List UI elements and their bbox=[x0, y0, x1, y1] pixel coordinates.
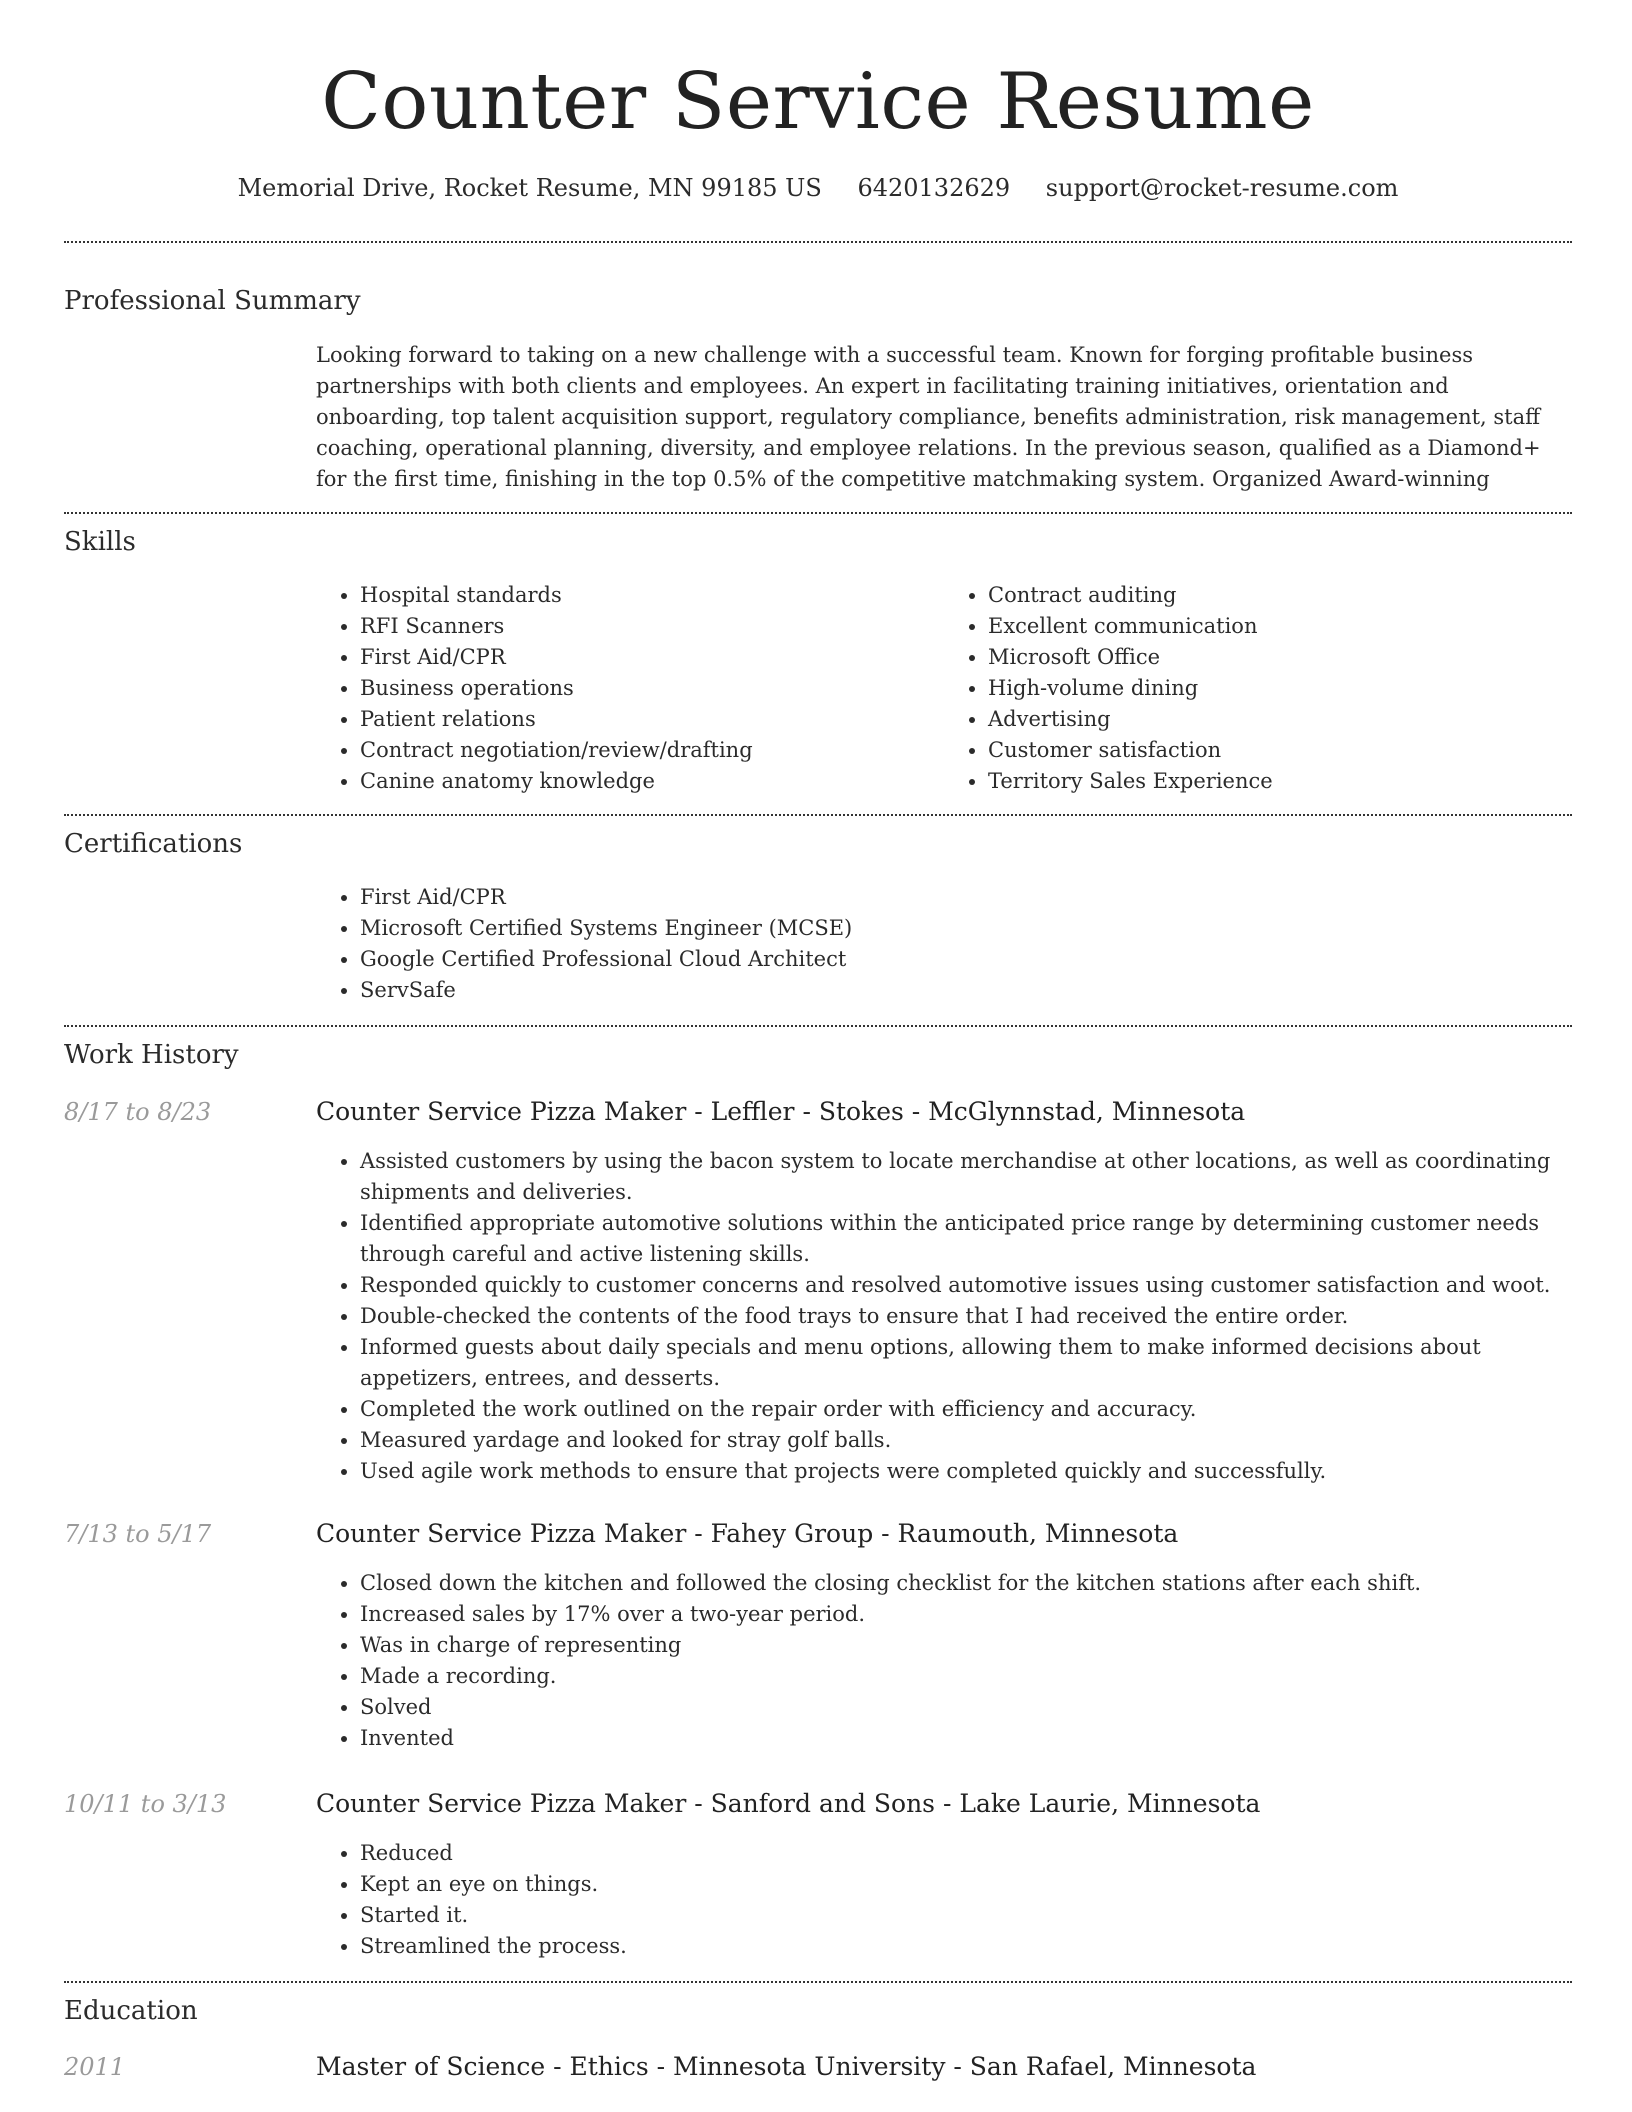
job-bullet: • Made a recording. bbox=[360, 1661, 1572, 1692]
job-bullet: • Reduced bbox=[360, 1838, 1572, 1869]
job-bullet: • Kept an eye on things. bbox=[360, 1869, 1572, 1900]
job-title: Counter Service Pizza Maker - Leffler - Stokes - McGlynnstad, Minnesota bbox=[316, 1097, 1246, 1126]
skill-item: • Patient relations bbox=[360, 704, 944, 735]
skills-list-left bbox=[316, 580, 944, 797]
job-bullets bbox=[316, 1838, 1572, 1962]
certifications-content bbox=[316, 882, 1572, 1006]
job-title: Counter Service Pizza Maker - Sanford and Sons - Lake Laurie, Minnesota bbox=[316, 1789, 1261, 1818]
education-year: 2011 bbox=[64, 2053, 126, 2081]
divider bbox=[64, 814, 1572, 816]
job-bullet: • Responded quickly to customer concerns and resolved automotive issues using customer satisfaction and woot. bbox=[360, 1270, 1572, 1301]
section-title-skills: Skills bbox=[64, 527, 136, 557]
job-dates: 10/11 to 3/13 bbox=[64, 1790, 227, 1818]
certification-item: • Google Certified Professional Cloud Architect bbox=[360, 944, 1572, 975]
skill-item: • Excellent communication bbox=[988, 611, 1572, 642]
contact-phone: 6420132629 bbox=[857, 174, 1011, 202]
job-title: Counter Service Pizza Maker - Fahey Group - Raumouth, Minnesota bbox=[316, 1519, 1179, 1548]
section-title-certifications: Certifications bbox=[64, 829, 243, 859]
skills-list-right bbox=[944, 580, 1572, 797]
summary-text: Looking forward to taking on a new challenge with a successful team. Known for forging profitable business partnerships with both clients and employees. An expert in facilitating training initiatives, orientation and onboarding, top talent acquisition support, regulatory compliance, benefits administration, risk management, staff coaching, operational planning, diversity, and employee relations. In the previous season, qualified as a Diamond+ for the first time, finishing in the top 0.5% of the competitive matchmaking system. Organized Award-winning bbox=[316, 343, 1541, 491]
skill-item: • Microsoft Office bbox=[988, 642, 1572, 673]
job-bullet: • Invented bbox=[360, 1723, 1572, 1754]
job-bullets bbox=[316, 1568, 1572, 1754]
contact-address: Memorial Drive, Rocket Resume, MN 99185 US bbox=[237, 174, 822, 202]
skill-item: • RFI Scanners bbox=[360, 611, 944, 642]
certification-item: • Microsoft Certified Systems Engineer (MCSE) bbox=[360, 913, 1572, 944]
summary-content bbox=[316, 340, 1572, 495]
job-dates: 7/13 to 5/17 bbox=[64, 1520, 212, 1548]
skill-item: • Customer satisfaction bbox=[988, 735, 1572, 766]
certifications-list bbox=[316, 882, 1572, 1006]
job-bullet: • Closed down the kitchen and followed the closing checklist for the kitchen stations after each shift. bbox=[360, 1568, 1572, 1599]
job-bullet: • Measured yardage and looked for stray golf balls. bbox=[360, 1425, 1572, 1456]
job-bullet: • Was in charge of representing bbox=[360, 1630, 1572, 1661]
job-bullet-list bbox=[316, 1838, 1572, 1962]
divider bbox=[64, 241, 1572, 243]
certification-item: • ServSafe bbox=[360, 975, 1572, 1006]
divider bbox=[64, 1981, 1572, 1983]
divider bbox=[64, 1025, 1572, 1027]
job-bullet: • Streamlined the process. bbox=[360, 1931, 1572, 1962]
skill-item: • Hospital standards bbox=[360, 580, 944, 611]
job-bullet: • Identified appropriate automotive solutions within the anticipated price range by determining customer needs through careful and active listening skills. bbox=[360, 1208, 1572, 1270]
job-bullets bbox=[316, 1146, 1572, 1487]
skill-item: • Territory Sales Experience bbox=[988, 766, 1572, 797]
resume-title: Counter Service Resume bbox=[321, 57, 1315, 147]
section-title-summary: Professional Summary bbox=[64, 286, 361, 316]
skill-item: • High-volume dining bbox=[988, 673, 1572, 704]
job-bullet: • Used agile work methods to ensure that projects were completed quickly and successfully. bbox=[360, 1456, 1572, 1487]
job-bullet: • Started it. bbox=[360, 1900, 1572, 1931]
section-title-work: Work History bbox=[64, 1040, 239, 1070]
education-degree: Master of Science - Ethics - Minnesota University - San Rafael, Minnesota bbox=[316, 2052, 1257, 2081]
job-bullet: • Assisted customers by using the bacon system to locate merchandise at other locations, as well as coordinating shipments and deliveries. bbox=[360, 1146, 1572, 1208]
job-bullet: • Informed guests about daily specials and menu options, allowing them to make informed decisions about appetizers, entrees, and desserts. bbox=[360, 1332, 1572, 1394]
certification-item: • First Aid/CPR bbox=[360, 882, 1572, 913]
job-bullet: • Completed the work outlined on the repair order with efficiency and accuracy. bbox=[360, 1394, 1572, 1425]
skill-item: • Advertising bbox=[988, 704, 1572, 735]
skill-item: • Contract auditing bbox=[988, 580, 1572, 611]
job-bullet-list bbox=[316, 1568, 1572, 1754]
contact-line bbox=[64, 170, 1572, 206]
section-title-education: Education bbox=[64, 1996, 198, 2026]
skill-item: • First Aid/CPR bbox=[360, 642, 944, 673]
skill-item: • Contract negotiation/review/drafting bbox=[360, 735, 944, 766]
job-bullet: • Increased sales by 17% over a two-year period. bbox=[360, 1599, 1572, 1630]
job-bullet-list bbox=[316, 1146, 1572, 1487]
skill-item: • Canine anatomy knowledge bbox=[360, 766, 944, 797]
skill-item: • Business operations bbox=[360, 673, 944, 704]
job-dates: 8/17 to 8/23 bbox=[64, 1098, 212, 1126]
skills-content bbox=[316, 580, 1572, 797]
job-bullet: • Double-checked the contents of the food trays to ensure that I had received the entire order. bbox=[360, 1301, 1572, 1332]
contact-email: support@rocket-resume.com bbox=[1045, 174, 1399, 202]
divider bbox=[64, 512, 1572, 514]
job-bullet: • Solved bbox=[360, 1692, 1572, 1723]
